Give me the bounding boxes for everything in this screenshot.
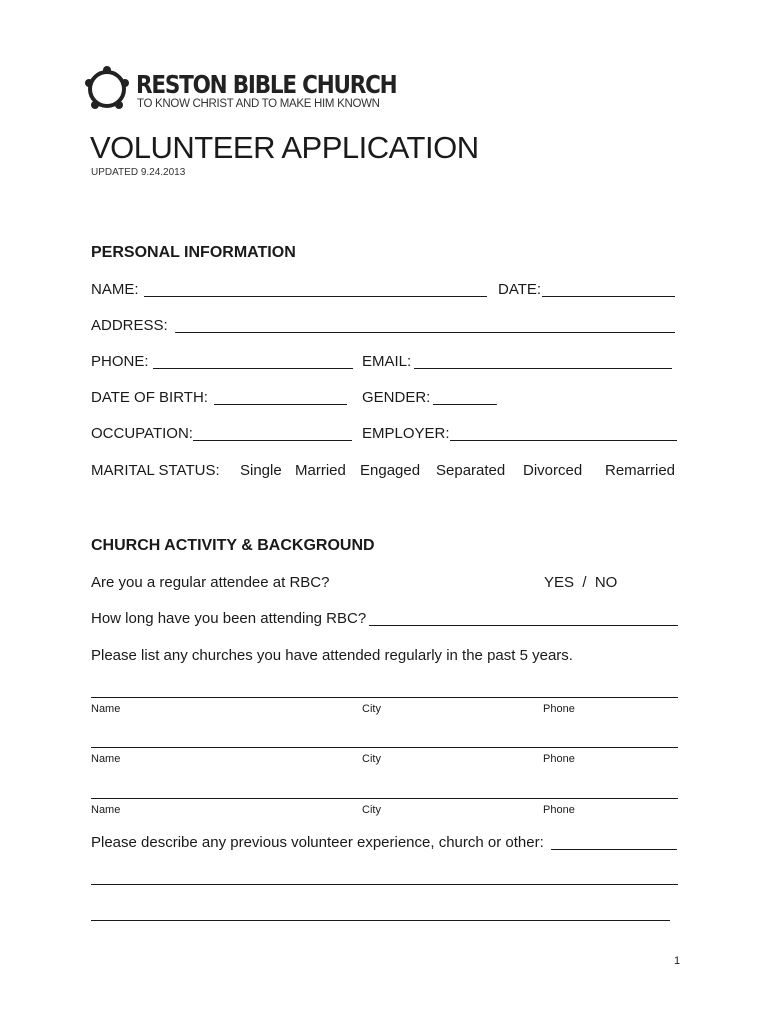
church-row-3-name-caption: Name (91, 804, 121, 816)
phone-label: PHONE: (91, 353, 149, 370)
gender-field[interactable] (433, 404, 497, 405)
email-field[interactable] (414, 368, 672, 369)
how-long-question: How long have you been attending RBC? (91, 610, 367, 627)
church-row-1-field[interactable] (91, 697, 678, 698)
section-heading-church: CHURCH ACTIVITY & BACKGROUND (91, 537, 375, 554)
gender-label: GENDER: (362, 389, 431, 406)
church-row-1-phone-caption: Phone (543, 703, 575, 715)
churches-list-prompt: Please list any churches you have attended regularly in the past 5 years. (91, 647, 573, 664)
page-title: VOLUNTEER APPLICATION (90, 130, 479, 165)
employer-label: EMPLOYER: (362, 425, 450, 442)
church-row-2-city-caption: City (362, 753, 381, 765)
marital-option-engaged[interactable]: Engaged (360, 462, 421, 479)
church-row-2-name-caption: Name (91, 753, 121, 765)
church-logo-icon (82, 64, 132, 114)
church-row-2-phone-caption: Phone (543, 753, 575, 765)
address-field[interactable] (175, 332, 675, 333)
church-row-3-field[interactable] (91, 798, 678, 799)
name-field[interactable] (144, 296, 487, 297)
church-row-2-field[interactable] (91, 747, 678, 748)
date-field[interactable] (542, 296, 675, 297)
page-number: 1 (674, 955, 681, 967)
experience-field-line-3[interactable] (91, 920, 670, 921)
address-label: ADDRESS: (91, 317, 168, 334)
experience-field-inline[interactable] (551, 849, 677, 850)
experience-question: Please describe any previous volunteer experience, church or other: (91, 834, 544, 851)
marital-option-remarried[interactable]: Remarried (605, 462, 676, 479)
attendee-question: Are you a regular attendee at RBC? (91, 574, 330, 591)
church-name-logo: RESTON BIBLE CHURCH (136, 70, 397, 99)
church-tagline: TO KNOW CHRIST AND TO MAKE HIM KNOWN (137, 98, 380, 110)
marital-option-separated[interactable]: Separated (436, 462, 506, 479)
marital-status-label: MARITAL STATUS: (91, 462, 220, 479)
phone-field[interactable] (153, 368, 353, 369)
marital-option-single[interactable]: Single (240, 462, 282, 479)
experience-field-line-2[interactable] (91, 884, 678, 885)
how-long-field[interactable] (369, 625, 678, 626)
church-row-1-name-caption: Name (91, 703, 121, 715)
church-row-3-city-caption: City (362, 804, 381, 816)
date-label: DATE: (498, 281, 542, 298)
yes-no-choice[interactable]: YES / NO (544, 574, 618, 591)
church-row-1-city-caption: City (362, 703, 381, 715)
church-row-3-phone-caption: Phone (543, 804, 575, 816)
marital-option-divorced[interactable]: Divorced (523, 462, 583, 479)
dob-field[interactable] (214, 404, 347, 405)
employer-field[interactable] (450, 440, 677, 441)
dob-label: DATE OF BIRTH: (91, 389, 208, 406)
section-heading-personal: PERSONAL INFORMATION (91, 244, 296, 261)
occupation-field[interactable] (193, 440, 352, 441)
occupation-label: OCCUPATION: (91, 425, 193, 442)
updated-date: UPDATED 9.24.2013 (91, 167, 186, 178)
email-label: EMAIL: (362, 353, 412, 370)
name-label: NAME: (91, 281, 139, 298)
marital-option-married[interactable]: Married (295, 462, 346, 479)
